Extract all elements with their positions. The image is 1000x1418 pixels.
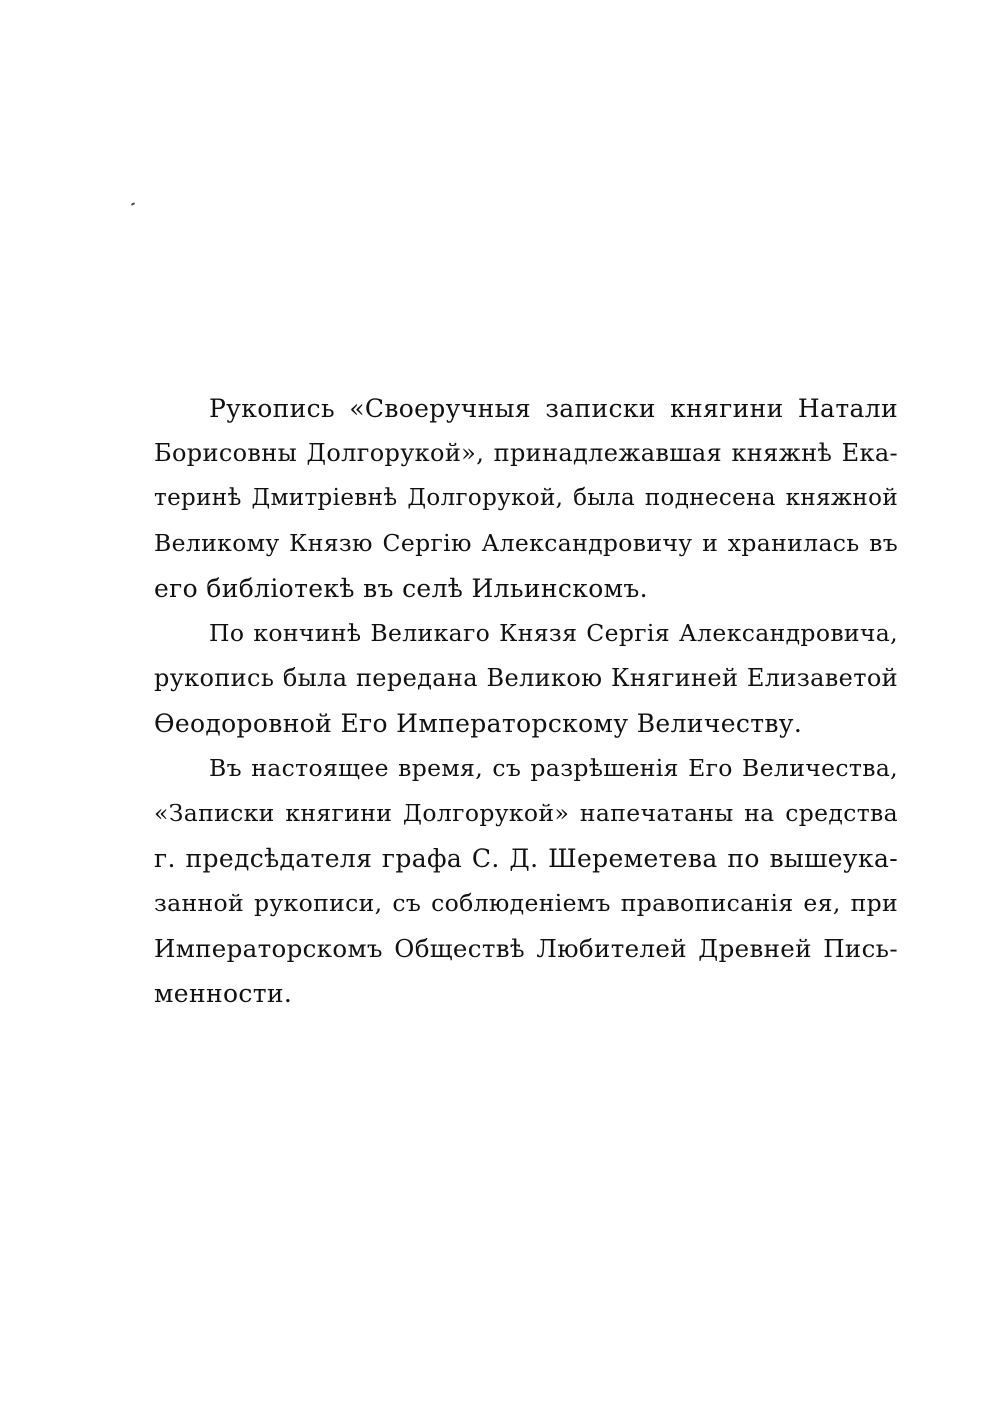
paragraph-1 xyxy=(154,386,898,611)
scan-speck xyxy=(131,202,135,206)
text-line: Рукопись «Своеручныя записки княгини Натали xyxy=(209,394,898,423)
text-line: «Записки княгини Долгорукой» напечатаны на средства xyxy=(154,799,898,827)
text-line: г. предсѣдателя графа С. Д. Шереметева по вышеука- xyxy=(154,844,898,873)
paragraph-2 xyxy=(154,611,898,746)
paragraph-3 xyxy=(154,746,898,1016)
text-line: Въ настоящее время, съ разрѣшенія Его Величества, xyxy=(209,754,898,782)
text-line: менности. xyxy=(154,979,293,1008)
text-line: Великому Князю Сергію Александровичу и хранилась въ xyxy=(154,529,898,557)
body-text xyxy=(154,386,898,1016)
text-line: его библіотекѣ въ селѣ Ильинскомъ. xyxy=(154,574,648,603)
text-line: рукопись была передана Великою Княгиней Елизаветой xyxy=(154,664,898,692)
text-line: Ѳеодоровной Его Императорскому Величеству. xyxy=(154,709,803,738)
text-line: Борисовны Долгорукой», принадлежавшая княжнѣ Ека- xyxy=(154,439,898,467)
text-line: занной рукописи, съ соблюденіемъ правописанія ея, при xyxy=(154,889,898,917)
text-line: Императорскомъ Обществѣ Любителей Древней Пись- xyxy=(154,934,898,963)
text-line: теринѣ Дмитріевнѣ Долгорукой, была поднесена княжной xyxy=(154,485,898,511)
text-line: По кончинѣ Великаго Князя Сергія Александровича, xyxy=(209,619,898,647)
